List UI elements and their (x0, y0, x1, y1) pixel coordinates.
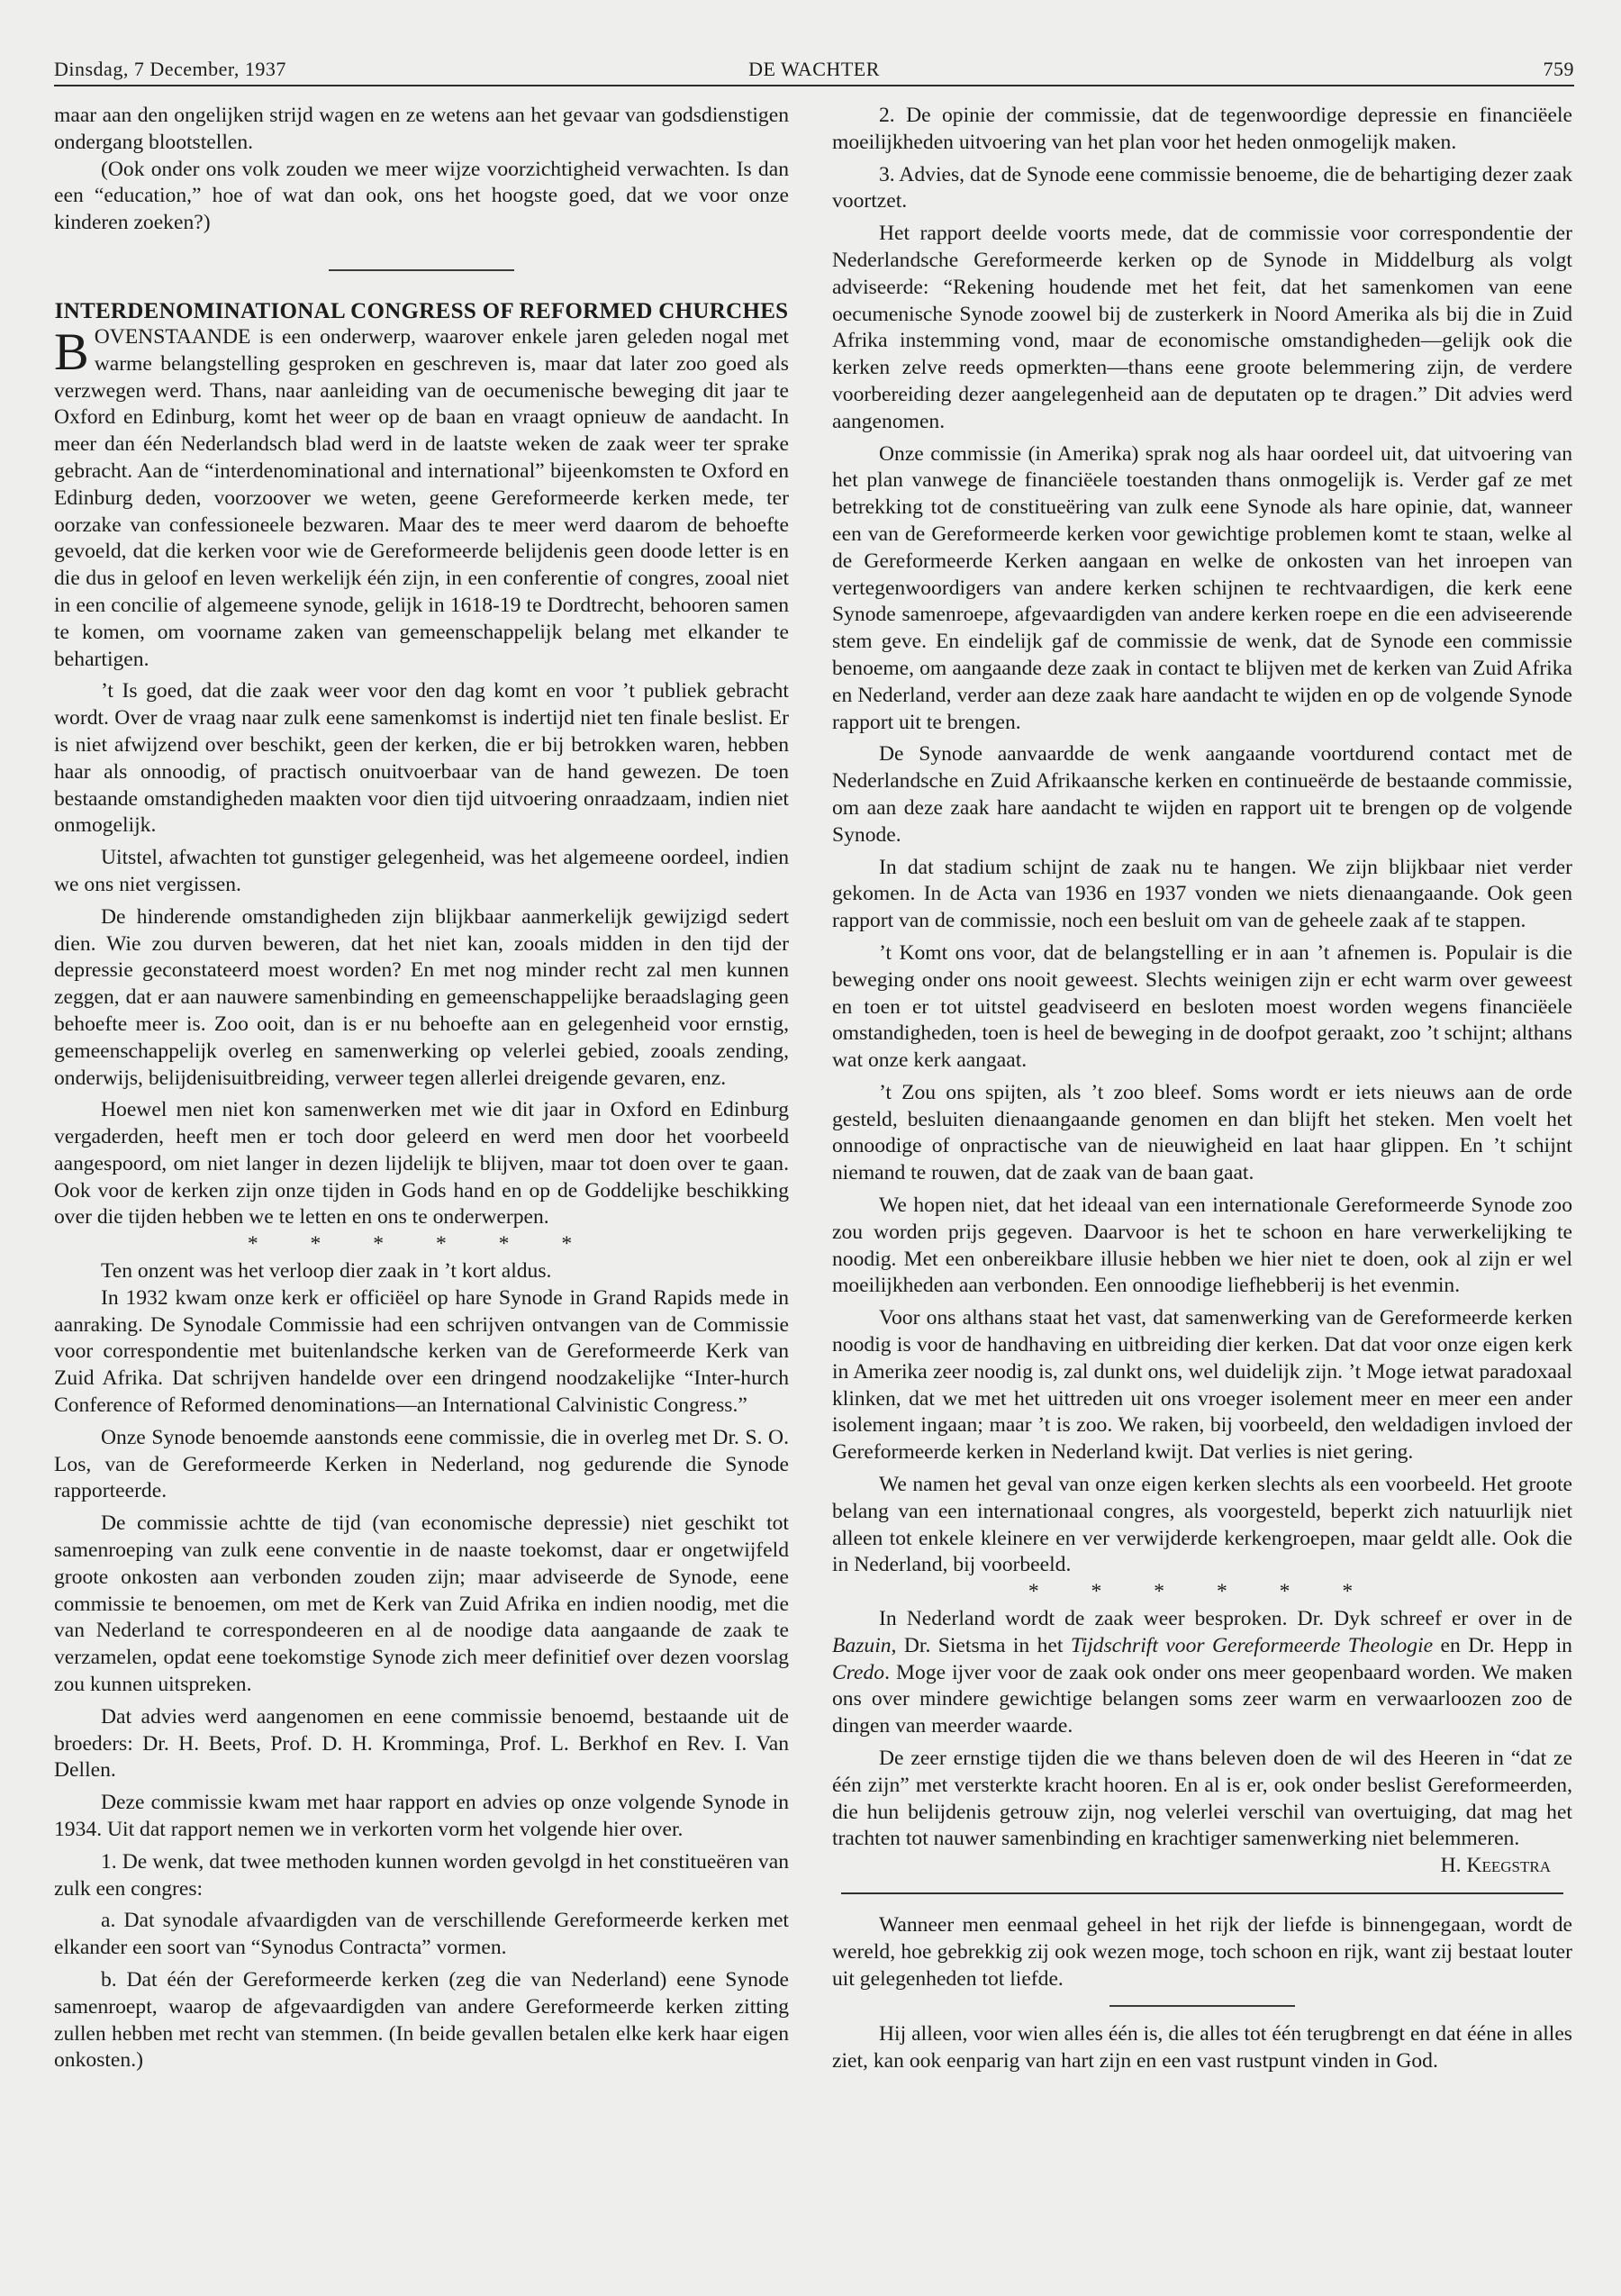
article-paragraph: De hinderende omstandigheden zijn blijkbaar aanmerkelijk gewijzigd sedert dien. Wie zou durven beweren, dat het niet kan, zooals midden in den tijd der depressie geconstateerd moest worden? En met nog minder recht zal men kunnen zeggen, dat er aan nauwere samenbinding en gemeenschappelijke beraadslaging geen behoefte meer is. Zoo ooit, dan is er nu behoefte aan en gelegenheid voor ernstig, gemeenschappelijk overleg en samenwerking op velerlei gebied, zooals zending, onderwijs, belijdenisuitbreiding, verweer tegen allerlei dreigende gevaren, enz. (54, 904, 789, 1090)
header-page-number: 759 (1543, 58, 1574, 80)
publication-name: Credo (832, 1660, 885, 1684)
article-title: INTERDENOMINATIONAL CONGRESS OF REFORMED CHURCHES (54, 298, 789, 323)
right-column (832, 103, 1572, 2075)
article-paragraph: Het rapport deelde voorts mede, dat de commissie voor correspondentie der Nederlandsche Gereformeerde kerken op de Synode in Middelburg als volgt adviseerde: “Rekening houdende met het feit, dat het samenkomen van eene oecumenische Synode zoowel bij de zusterkerk in Noord Amerika als bij die in Zuid Afrika instemming vond, maar de economische omstandigheden—gelijk ook die kerken zelve reeds opmerkten—thans eene groote belemmering zijn, de verdere voorbereiding dezer aangelegenheid aan de deputaten op te dragen.” Dit advies werd aangenomen. (832, 222, 1572, 433)
article-paragraph: Onze Synode benoemde aanstonds eene commissie, die in overleg met Dr. S. O. Los, van de Gereformeerde Kerken in Nederland, nog gedurende die Synode rapporteerde. (54, 1425, 789, 1503)
article-paragraph: ’t Zou ons spijten, als ’t zoo bleef. Soms wordt er iets nieuws aan de orde gesteld, besluiten dienaangaande genomen en dan blijft het steken. Men voelt het onnoodige of onpractische van de nieuwigheid en laat haar glippen. En ’t schijnt niemand te rouwen, dat de zaak van de baan gaat. (832, 1080, 1572, 1185)
first-word: OVENSTAANDE (94, 324, 251, 349)
header-publication: DE WACHTER (748, 58, 880, 80)
intro-paragraph: (Ook onder ons volk zouden we meer wijze voorzichtigheid verwachten. Is dan een “education,” hoe of wat dan ook, ons het hoogste goed, dat we voor onze kinderen zoeken?) (54, 157, 789, 235)
publication-name: Bazuin (832, 1633, 892, 1657)
intro-paragraph: maar aan den ongelijken strijd wagen en ze wetens aan het gevaar van godsdienstigen ondergang blootstellen. (54, 104, 789, 154)
section-stars: * * * * * * (1028, 1580, 1377, 1604)
quote-paragraph: Hij alleen, voor wien alles één is, die alles tot één terugbrengt en dat ééne in alles ziet, kan ook eenparig van hart zijn en een vast rustpunt vinden in God. (832, 2022, 1572, 2074)
article-paragraph: BOVENSTAANDE is een onderwerp, waarover enkele jaren geleden nogal met warme belangstelling gesproken en geschreven is, maar dat later zoo goed als verzwegen werd. Thans, naar aanleiding van de oecumenische beweging dit jaar te Oxford en Edinburg, komt het weer op de baan en vraagt opnieuw de aandacht. In meer dan één Nederlandsch blad werd in de laatste weken de zaak weer ter sprake gebracht. Aan de “interdenominational and international” bijeenkomsten te Oxford en Edinburg deden, voorzoover we weten, geene Gereformeerde kerken mede, ter oorzake van confessioneele bezwaren. Maar des te meer werd daarom de behoefte gevoeld, dat die kerken voor wie de Gereformeerde belijdenis geen doode letter is en die dus in geloof en leven werkelijk één zijn, in een conferentie of congres, zooal niet in een concilie of algemeene synode, gelijk in 1618-19 te Dordtrecht, behooren samen te komen, om voorname zaken van gemeenschappelijk belang met elkander te behartigen. (54, 322, 789, 671)
article-paragraph: Hoewel men niet kon samenwerken met wie dit jaar in Oxford en Edinburg vergaderden, heeft men er toch door geleerd en werd men door het voorbeeld aangespoord, om niet langer in dezen lijdelijk te blijven, maar tot doen over te gaan. Ook voor de kerken zijn onze tijden in Gods hand en op de Goddelijke beschikking over die tijden hebben we te letten en ons te onderwerpen. (54, 1098, 789, 1230)
article-paragraph: Uitstel, afwachten tot gunstiger gelegenheid, was het algemeene oordeel, indien we ons niet vergissen. (54, 846, 789, 896)
article-paragraph: We hopen niet, dat het ideaal van een internationale Gereformeerde Synode zoo zou worden prijs gegeven. Daarvoor is het te schoon en hare verwerkelijking te noodig. Met een onbereikbare illusie hebben we hier niet te doen, ook al zijn er wel moeilijkheden aan verbonden. Een onnoodige liefhebberij is het evenmin. (832, 1193, 1572, 1298)
article-paragraph: ’t Komt ons voor, dat de belangstelling er in aan ’t afnemen is. Populair is die beweging onder ons nooit geweest. Slechts weinigen zijn er echt warm over geweest en toen er tot uitstel geadviseerd en besloten moest worden wegens financiëele omstandigheden, toen is heel de beweging in de doofpot geraakt, zoo ’t schijnt; althans wat onze kerk aangaat. (832, 940, 1572, 1073)
article-paragraph: Deze commissie kwam met haar rapport en advies op onze volgende Synode in 1934. Uit dat rapport nemen we in verkorten vorm het volgende hier over. (54, 1791, 789, 1842)
article-paragraph: a. Dat synodale afvaardigden van de verschillende Gereformeerde kerken met elkander een soort van “Synodus Contracta” vormen. (54, 1909, 789, 1960)
section-divider (841, 1892, 1563, 1894)
left-column (54, 103, 789, 2074)
article-paragraph: b. Dat één der Gereformeerde kerken (zeg die van Nederland) eene Synode samenroept, waarop de afgevaardigden van andere Gereformeerde kerken zitting zullen hebben met recht van stemmen. (In beide gevallen betalen elke kerk haar eigen onkosten.) (54, 1968, 789, 2073)
article-paragraph: 3. Advies, dat de Synode eene commissie benoeme, die de behartiging dezer zaak voortzet. (832, 162, 1572, 213)
article-paragraph: ’t Is goed, dat die zaak weer voor den dag komt en voor ’t publiek gebracht wordt. Over de vraag naar zulk eene samenkomst is indertijd niet ten finale beslist. Er is niet afwijzend over beschikt, geen der kerken, die er bij betrokken waren, hebben haar als onnoodig, of practisch onuitvoerbaar van de hand gewezen. De toen bestaande omstandigheden maakten voor dien tijd uitvoering onraadzaam, indien niet onmogelijk. (54, 679, 789, 838)
article-paragraph: Ten onzent was het verloop dier zaak in ’t kort aldus. (101, 1259, 552, 1284)
author-signature: H. Keegstra (1440, 1854, 1551, 1878)
article-paragraph: De Synode aanvaardde de wenk aangaande voortdurend contact met de Nederlandsche en Zuid Afrikaansche kerken en continueërde de bestaande commissie, om aan deze zaak hare aandacht te wijden en rapport uit te brengen op de volgende Synode. (832, 742, 1572, 847)
section-divider (1109, 2005, 1295, 2007)
article-paragraph: Voor ons althans staat het vast, dat samenwerking van de Gereformeerde kerken noodig is voor de handhaving en uitbreiding dier kerken. Dat dat voor onze eigen kerk in Amerika zeer noodig is, zal dunkt ons, wel duidelijk zijn. ’t Moge ietwat paradoxaal klinken, dat we met het uittreden uit ons vroeger isolement meer en meer een ander isolement ingaan; maar ’t is zoo. We raken, bij voorbeeld, den weldadigen invloed der Gereformeerde kerken in Nederland kwijt. Dat verlies is niet gering. (832, 1306, 1572, 1465)
article-paragraph: Dat advies werd aangenomen en eene commissie benoemd, bestaande uit de broeders: Dr. H. Beets, Prof. D. H. Kromminga, Prof. L. Berkhof en Rev. I. Van Dellen. (54, 1704, 789, 1783)
article-paragraph: De zeer ernstige tijden die we thans beleven doen de wil des Heeren in “dat ze één zijn” met versterkte kracht hooren. En al is er, ook onder beslist Gereformeerden, die hun belijdenis getrouw zijn, nog velerlei verschil van overtuiging, dat mag het trachten tot nauwer samenbinding en krachtiger samenwerking niet belemmeren. (832, 1747, 1572, 1851)
page-header (54, 54, 1574, 86)
article-paragraph: Onze commissie (in Amerika) sprak nog als haar oordeel uit, dat uitvoering van het plan vanwege de financiëele toestanden thans onmogelijk is. Verder gaf ze met betrekking tot de constitueëring van zulk eene Synode als hare opinie, dat, wanneer een van de Gereformeerde kerken voor gewichtige problemen komt te staan, welke al de Gereformeerde Kerken aangaan en welke de onkosten van het inroepen van vertegenwoordigers van andere kerken schijnen te rechtvaardigen, die kerk eene Synode samenroepe, afgevaardigden van andere kerken roepe en die een adviseerende stem geve. En eindelijk gaf de commissie de wenk, dat de Synode een commissie benoeme, om aangaande deze zaak in contact te blijven met de kerken van Zuid Afrika en Nederland, verder aan deze zaak hare aandacht te wijden en op de volgende Synode rapport uit te brengen. (832, 441, 1572, 734)
section-stars: * * * * * * (247, 1232, 596, 1257)
publication-name: Tijdschrift voor Gereformeerde Theologie (1070, 1633, 1434, 1657)
article-paragraph: We namen het geval van onze eigen kerken slechts als een voorbeeld. Het groote belang van een internationaal congres, als voorgesteld, beperkt zich natuurlijk niet alleen tot enkele kleinere en ver verwijderde kerkengroepen, maar geldt alle. Ook die in Nederland, bij voorbeeld. (832, 1473, 1572, 1577)
header-date: Dinsdag, 7 December, 1937 (54, 58, 286, 80)
quote-paragraph: Wanneer men eenmaal geheel in het rijk der liefde is binnengegaan, wordt de wereld, hoe gebrekkig zij ook wezen moge, toch schoon en rijk, want zij bestaat louter uit gelegenheden tot liefde. (832, 1913, 1572, 1991)
article-paragraph: De commissie achtte de tijd (van economische depressie) niet geschikt tot samenroeping van zulk eene conventie in de naaste toekomst, daar er ongetwijfeld groote onkosten aan verbonden zouden zijn; maar adviseerde de Synode, eene commissie te benoemen, om met de Kerk van Zuid Afrika en indien noodig, met die van Nederland te correspondeeren en al de noodige data aangaande de zaak te verzamelen, opdat eene toekomstige Synode zich meer definitief over dezen voorslag zou kunnen uitspreken. (54, 1511, 789, 1697)
article-paragraph: In dat stadium schijnt de zaak nu te hangen. We zijn blijkbaar niet verder gekomen. In de Acta van 1936 en 1937 vonden we niets dienaangaande. Ook geen rapport van de commissie, noch een besluit om van de geheele zaak af te stappen. (832, 855, 1572, 933)
article-paragraph: 2. De opinie der commissie, dat de tegenwoordige depressie en financiëele moeilijkheden uitvoering van het plan voor het heden onmogelijk maken. (832, 104, 1572, 154)
article-paragraph: In 1932 kwam onze kerk er officiëel op hare Synode in Grand Rapids mede in aanraking. De Synodale Commissie had een schrijven ontvangen van de Commissie voor correspondentie met buitenlandsche kerken van de Gereformeerde Kerk van Zuid Afrika. Dat schrijven handelde over een dringend noodzakelijke “Inter-hurch Conference of Reformed denominations—an International Calvinistic Congress.” (54, 1285, 789, 1418)
article-paragraph: In Nederland wordt de zaak weer besproken. Dr. Dyk schreef er over in de Bazuin, Dr. Sietsma in het Tijdschrift voor Gereformeerde Theologie en Dr. Hepp in Credo. Moge ijver voor de zaak ook onder ons meer geopenbaard worden. We maken ons over mindere gewichtige belangen soms zeer warm en verwaarloozen zoo de dingen van meerder waarde. (832, 1607, 1572, 1738)
drop-cap: B (54, 322, 89, 381)
article-paragraph: 1. De wenk, dat twee methoden kunnen worden gevolgd in het constitueëren van zulk een congres: (54, 1849, 789, 1901)
